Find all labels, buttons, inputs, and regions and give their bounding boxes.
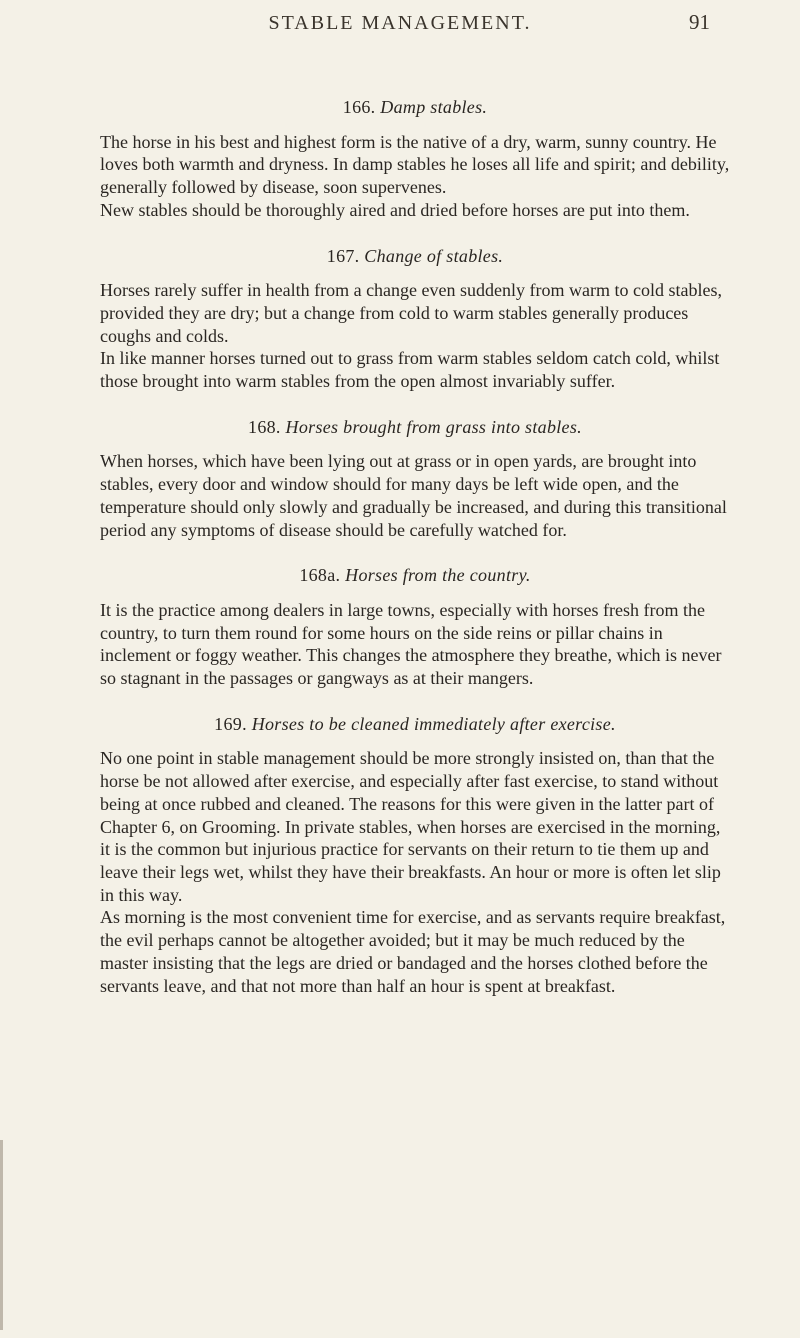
section-title: Horses from the country. (345, 565, 531, 586)
section-heading (100, 245, 730, 268)
section-title: Change of stables. (364, 245, 504, 266)
section-heading (100, 713, 730, 736)
page-body (100, 96, 730, 1020)
section-number: 169. (214, 713, 247, 734)
section-169 (100, 713, 730, 997)
section-167 (100, 245, 730, 393)
page-number: 91 (689, 10, 710, 34)
section-title: Damp stables. (380, 97, 488, 117)
section-title: Horses to be cleaned immediately after exercise. (251, 713, 616, 734)
paragraph: When horses, which have been lying out at grass or in open yards, are brought into stables, every door and window should for many days be left wide open, and the temperature should only slowly and gradually be increased, and during this transitional period any symptoms of disease should be carefully watched for. (100, 451, 727, 540)
section-168a (100, 564, 730, 690)
section-heading (100, 564, 730, 587)
section-heading (100, 416, 730, 439)
paragraph: No one point in stable management should be more strongly insisted on, than that the horse be not allowed after exercise, and especially after fast exercise, to stand without being at once rubbed and cleaned. The reasons for this were given in the latter part of Chapter 6, on Grooming. In private stables, when horses are exercised in the morning, it is the common but injurious practice for servants on their return to tie them up and leave their legs wet, whilst they have their breakfasts. An hour or more is often let slip in this way. (100, 748, 721, 905)
section-number: 168. (248, 416, 281, 437)
section-number: 166. (342, 97, 376, 117)
section-heading (100, 96, 730, 119)
paragraph: It is the practice among dealers in large towns, especially with horses fresh from the country, to turn them round for some hours on the side reins or pillar chains in inclement or foggy weather. This changes the atmosphere they breathe, which is never so stagnant in the passages or gangways as at their mangers. (100, 599, 722, 689)
paragraph: As morning is the most convenient time for exercise, and as servants require breakfast, the evil perhaps cannot be altogether avoided; but it may be much reduced by the master insisting that the legs are dried or bandaged and the horses clothed before the servants leave, and that not more than half an hour is spent at breakfast. (100, 907, 726, 996)
paragraph: Horses rarely suffer in health from a change even suddenly from warm to cold stables, provided they are dry; but a change from cold to warm stables generally produces coughs and colds. (100, 280, 722, 346)
paragraph: The horse in his best and highest form is the native of a dry, warm, sunny country. He loves both warmth and dryness. In damp stables he loses all life and spirit; and debility, generally followed by disease, soon supervenes. (100, 131, 730, 198)
paragraph: New stables should be thoroughly aired and dried before horses are put into them. (100, 199, 690, 220)
running-title: STABLE MANAGEMENT. (268, 12, 532, 34)
section-title: Horses brought from grass into stables. (285, 416, 582, 437)
page-edge-shadow (0, 1140, 3, 1330)
paragraph: In like manner horses turned out to grass from warm stables seldom catch cold, whilst those brought into warm stables from the open almost invariably suffer. (100, 348, 720, 392)
section-166 (100, 96, 730, 222)
section-number: 167. (326, 245, 360, 266)
running-head (0, 6, 800, 46)
section-168 (100, 416, 730, 542)
section-number: 168a. (299, 565, 341, 586)
